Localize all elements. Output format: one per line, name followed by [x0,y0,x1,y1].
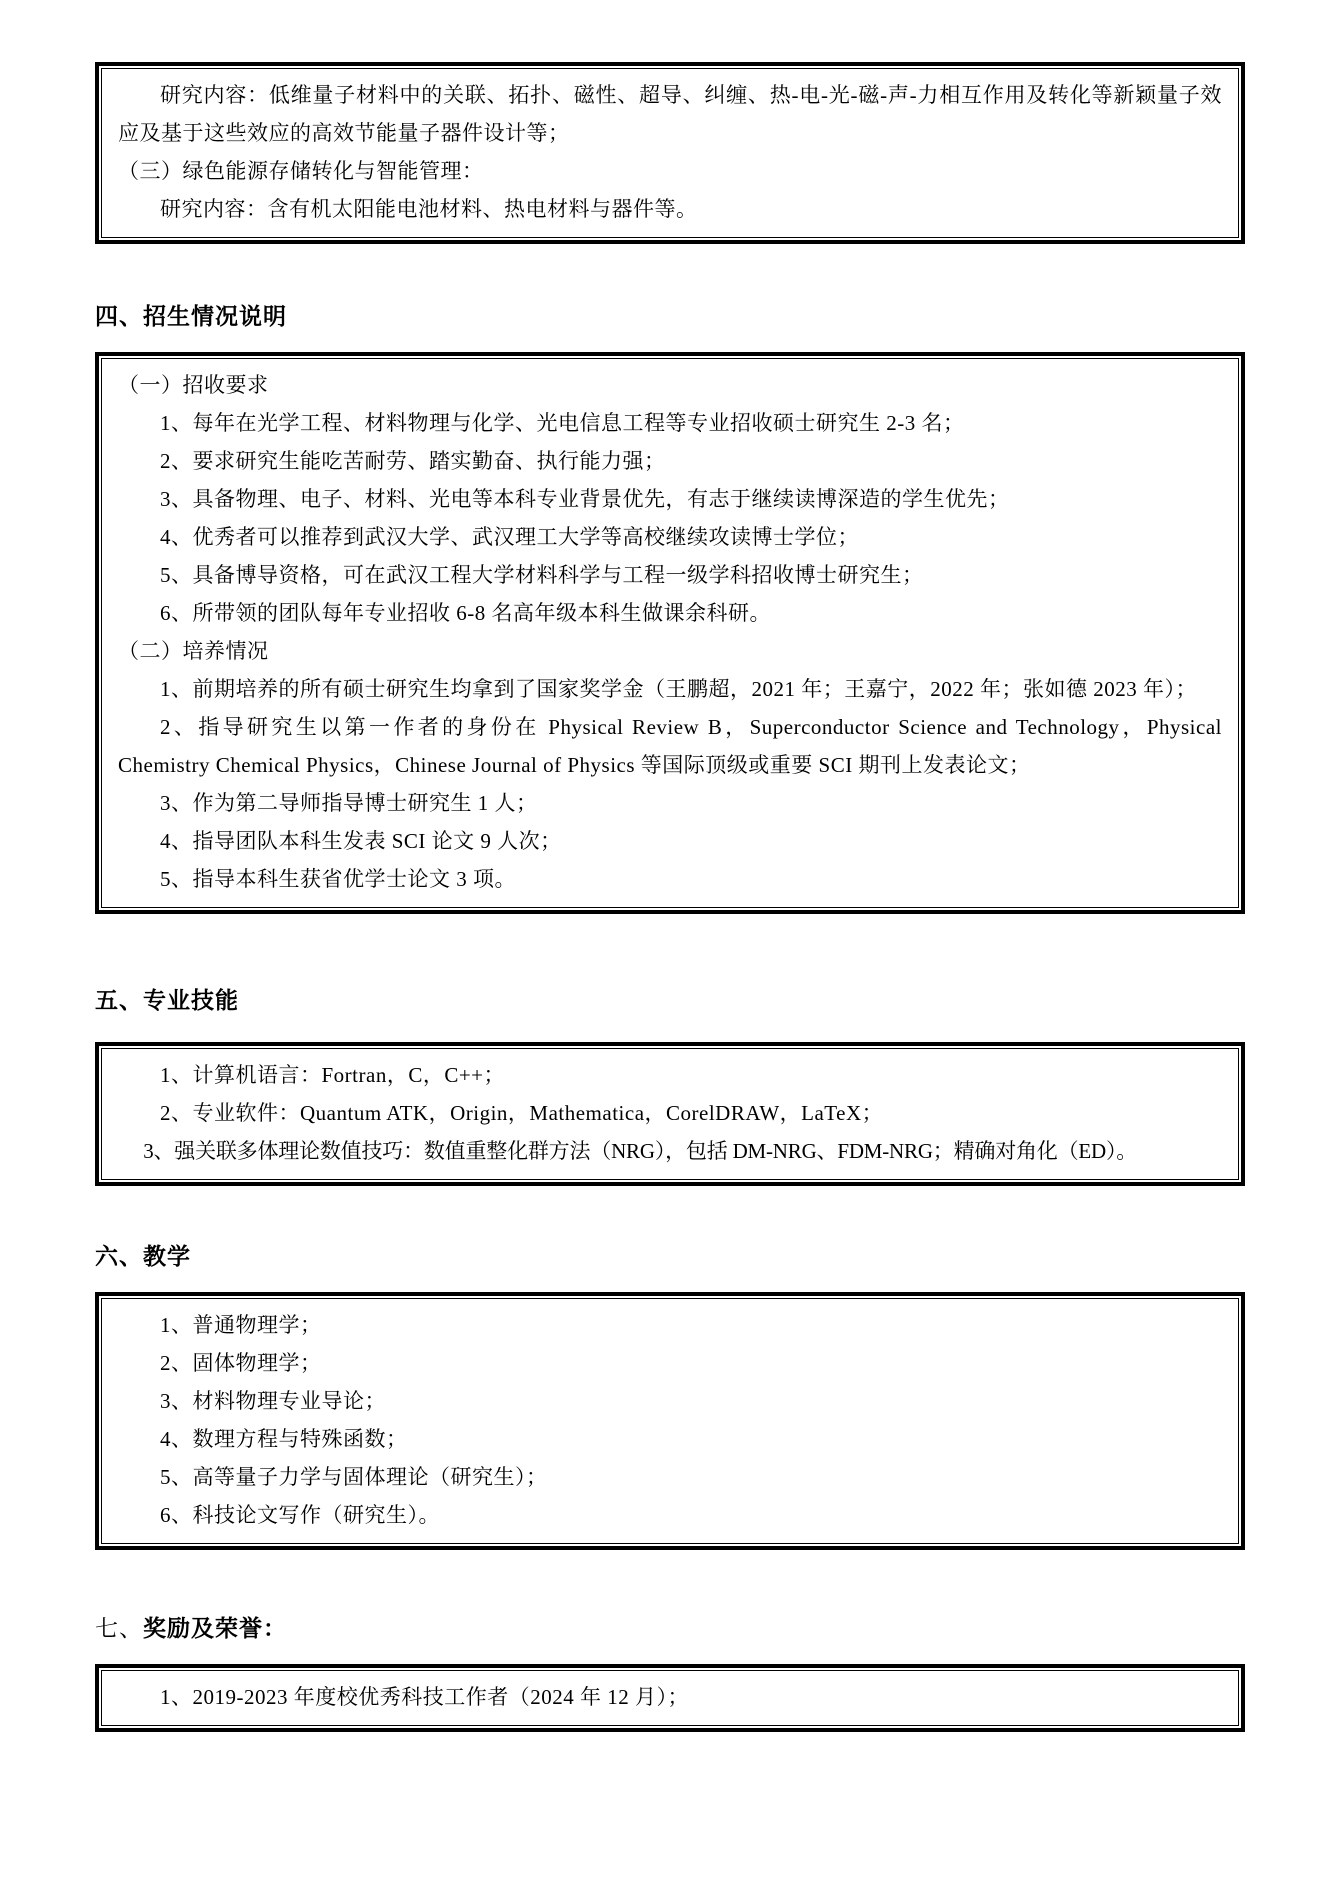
skills-item-2: 2、专业软件：Quantum ATK，Origin，Mathematica，CorelDRAW，LaTeX； [160,1101,884,1125]
training-item-3: 3、作为第二导师指导博士研究生 1 人； [160,791,538,815]
teaching-item-5: 5、高等量子力学与固体理论（研究生）； [160,1465,548,1489]
recruitment-subheading-2: （二）培养情况 [118,639,269,663]
section-4-heading-number: 四、 [95,304,143,329]
section-7-heading-number: 七、 [95,1616,143,1641]
training-item-2: 2、指导研究生以第一作者的身份在 Physical Review B，Superconductor Science and Technology，Physical Chemistry Chemical Physics，Chinese Journal of Physics 等国际顶级或重要 SCI 期刊上发表论文； [118,715,1222,777]
skills-item-1: 1、计算机语言：Fortran，C，C++； [160,1063,506,1087]
teaching-item-3: 3、材料物理专业导论； [160,1389,386,1413]
section-6-heading-number: 六、 [95,1244,143,1269]
section-7-heading [95,1614,1245,1644]
training-item-4: 4、指导团队本科生发表 SCI 论文 9 人次； [160,829,562,853]
section-5-heading [95,986,1245,1016]
skills-box [95,1042,1245,1186]
recruitment-item-5: 5、具备博导资格，可在武汉工程大学材料科学与工程一级学科招收博士研究生； [160,563,924,587]
teaching-item-2: 2、固体物理学； [160,1351,322,1375]
training-item-5: 5、指导本科生获省优学士论文 3 项。 [160,867,516,891]
recruitment-item-6: 6、所带领的团队每年专业招收 6-8 名高年级本科生做课余科研。 [160,601,771,625]
recruitment-item-4: 4、优秀者可以推荐到武汉大学、武汉理工大学等高校继续攻读博士学位； [160,525,859,549]
awards-box [95,1664,1245,1732]
recruitment-subheading-1: （一）招收要求 [118,373,269,397]
training-item-1: 1、前期培养的所有硕士研究生均拿到了国家奖学金（王鹏超，2021 年；王嘉宁，2022 年；张如德 2023 年）； [160,677,1197,701]
recruitment-item-2: 2、要求研究生能吃苦耐劳、踏实勤奋、执行能力强； [160,449,666,473]
recruitment-item-3: 3、具备物理、电子、材料、光电等本科专业背景优先，有志于继续读博深造的学生优先； [160,487,1010,511]
teaching-item-1: 1、普通物理学； [160,1313,322,1337]
skills-box-inner [101,1048,1239,1180]
recruitment-box-inner [101,358,1239,908]
skills-item-3: 3、强关联多体理论数值技巧：数值重整化群方法（NRG），包括 DM-NRG、FDM-NRG；精确对角化（ED）。 [143,1139,1138,1163]
section-6-heading-label: 教学 [143,1244,191,1269]
section-5-heading-number: 五、 [95,988,143,1013]
awards-box-inner [101,1670,1239,1726]
section-6-heading [95,1242,1245,1272]
teaching-item-4: 4、数理方程与特殊函数； [160,1427,408,1451]
research-content-box-inner [101,68,1239,238]
intro-line-1: 研究内容：低维量子材料中的关联、拓扑、磁性、超导、纠缠、热-电-光-磁-声-力相互作用及转化等新颖量子效应及基于这些效应的高效节能量子器件设计等； [118,83,1222,145]
section-4-heading [95,302,1245,332]
recruitment-box [95,352,1245,914]
intro-line-2: （三）绿色能源存储转化与智能管理： [118,159,484,183]
section-5-heading-label: 专业技能 [143,988,239,1013]
awards-item-1: 1、2019-2023 年度校优秀科技工作者（2024 年 12 月）； [160,1685,689,1709]
teaching-box-inner [101,1298,1239,1544]
recruitment-item-1: 1、每年在光学工程、材料物理与化学、光电信息工程等专业招收硕士研究生 2-3 名； [160,411,965,435]
teaching-box [95,1292,1245,1550]
intro-line-3: 研究内容：含有机太阳能电池材料、热电材料与器件等。 [160,197,698,221]
teaching-item-6: 6、科技论文写作（研究生）。 [160,1503,440,1527]
section-4-heading-label: 招生情况说明 [143,304,287,329]
research-content-box [95,62,1245,244]
section-7-heading-label: 奖励及荣誉： [143,1616,287,1641]
